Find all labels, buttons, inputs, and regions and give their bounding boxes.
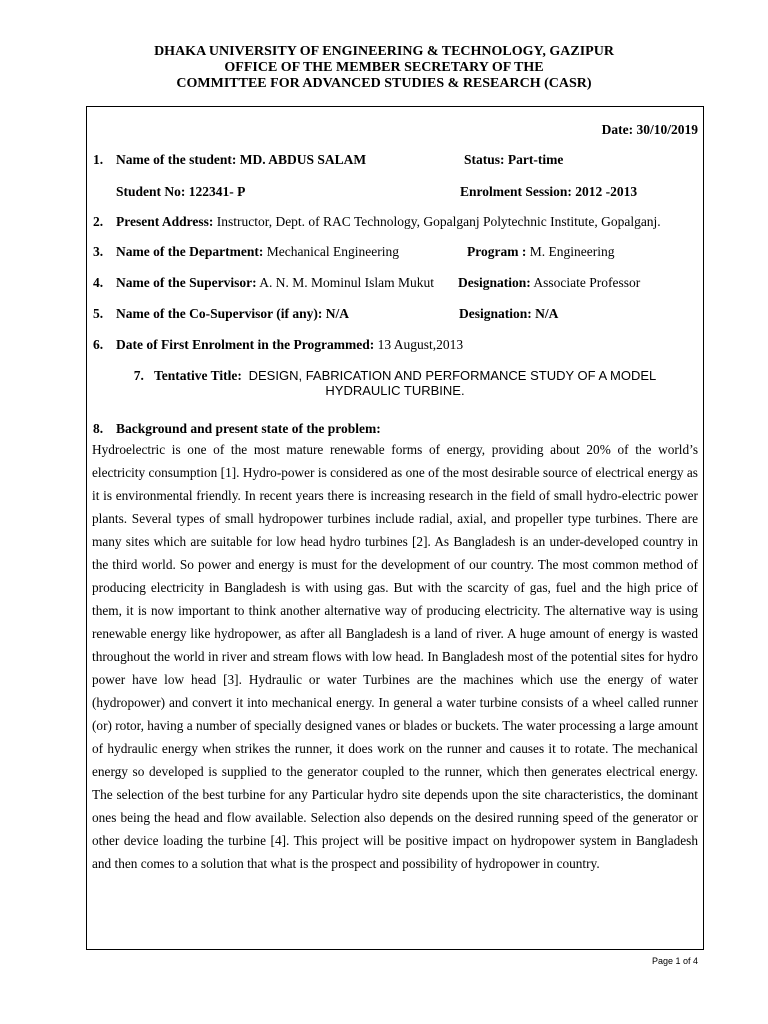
item1-number: 1. bbox=[93, 152, 104, 167]
student-no: Student No: 122341- P bbox=[116, 184, 246, 199]
background-heading: Background and present state of the problem: bbox=[116, 421, 381, 436]
department-label: Name of the Department: bbox=[116, 244, 264, 259]
item3-number: 3. bbox=[93, 244, 104, 259]
background-text: Hydroelectric is one of the most mature renewable forms of energy, providing about 20% of the world’s electricity consumption [1]. Hydro-power is considered as one of the most desirable source of electrical energy as it is environmental friendly. In recent years there is increasing research in the field of small hydro-electric power plants. Several types of small hydropower turbines include radial, axial, and propeller type turbines. There are many sites which are suitable for low head hydro turbines [2]. As Bangladesh is an under-developed country in the third world. So power and energy is must for the development of our country. The most common method of producing electricity in Bangladesh is with using gas. But with the scarcity of gas, fuel and the high price of them, it is now important to think another alternative way of producing electricity. The alternative way is using renewable energy like hydropower, as after all Bangladesh is a land of river. A huge amount of energy is wasted throughout the world in river and stream flows with low head. In Bangladesh most of the potential sites for hydro power have low head [3]. Hydraulic or water Turbines are the machines which use the energy of water (hydropower) and convert it into mechanical energy. In general a water turbine consists of a wheel called runner (or) rotor, having a number of specially designed vanes or blades or buckets. The water processing a large amount of hydraulic energy when strikes the runner, it does work on the runner and causes it to rotate. The mechanical energy so developed is supplied to the generator coupled to the runner, which then generates electrical energy. The selection of the best turbine for any Particular hydro site depends upon the site characteristics, the dominant ones being the head and flow available. Selection also depends on the desired running speed of the generator or other device loading the turbine [4]. This project will be positive impact on hydropower system in Bangladesh and then comes to a solution that what is the prospect and possibility of hydropower in country. bbox=[92, 442, 699, 871]
first-enrolment-value: 13 August,2013 bbox=[374, 337, 464, 352]
item4-number: 4. bbox=[93, 275, 104, 290]
date: Date: 30/10/2019 bbox=[601, 122, 698, 137]
supervisor-designation-value: Associate Professor bbox=[530, 275, 641, 290]
background-paragraph bbox=[92, 438, 698, 875]
student-status: Status: Part-time bbox=[464, 152, 564, 167]
item5-number: 5. bbox=[93, 306, 104, 321]
present-address-value: Instructor, Dept. of RAC Technology, Gopalganj Polytechnic Institute, Gopalganj. bbox=[213, 214, 661, 229]
department bbox=[116, 244, 399, 260]
enrolment-session: Enrolment Session: 2012 -2013 bbox=[460, 184, 638, 199]
first-enrolment-label: Date of First Enrolment in the Programmed: bbox=[116, 337, 375, 352]
supervisor-label: Name of the Supervisor: bbox=[116, 275, 257, 290]
header-office: OFFICE OF THE MEMBER SECRETARY OF THE bbox=[224, 60, 544, 75]
tentative-title bbox=[100, 368, 690, 398]
item8-number: 8. bbox=[93, 421, 104, 436]
student-name: Name of the student: MD. ABDUS SALAM bbox=[116, 152, 367, 167]
supervisor-designation bbox=[458, 275, 640, 291]
first-enrolment bbox=[116, 337, 463, 353]
supervisor-value: A. N. M. Mominul Islam Mukut bbox=[256, 275, 434, 290]
present-address-label: Present Address: bbox=[116, 214, 214, 229]
tentative-title-value: DESIGN, FABRICATION AND PERFORMANCE STUDY OF A MODEL HYDRAULIC TURBINE. bbox=[248, 368, 657, 398]
program bbox=[467, 244, 614, 260]
header-committee: COMMITTEE FOR ADVANCED STUDIES & RESEARCH (CASR) bbox=[176, 76, 592, 91]
program-value: M. Engineering bbox=[526, 244, 615, 259]
department-value: Mechanical Engineering bbox=[263, 244, 400, 259]
supervisor bbox=[116, 275, 434, 291]
co-supervisor: Name of the Co-Supervisor (if any): N/A bbox=[116, 306, 349, 321]
item7-number: 7. bbox=[133, 368, 144, 383]
supervisor-designation-label: Designation: bbox=[458, 275, 531, 290]
item2-number: 2. bbox=[93, 214, 104, 229]
tentative-title-label: Tentative Title: bbox=[153, 368, 242, 383]
present-address bbox=[116, 214, 661, 230]
header-university: DHAKA UNIVERSITY OF ENGINEERING & TECHNOLOGY, GAZIPUR bbox=[154, 44, 614, 59]
item6-number: 6. bbox=[93, 337, 104, 352]
page-number: Page 1 of 4 bbox=[651, 956, 698, 966]
co-supervisor-designation: Designation: N/A bbox=[459, 306, 559, 321]
program-label: Program : bbox=[467, 244, 527, 259]
